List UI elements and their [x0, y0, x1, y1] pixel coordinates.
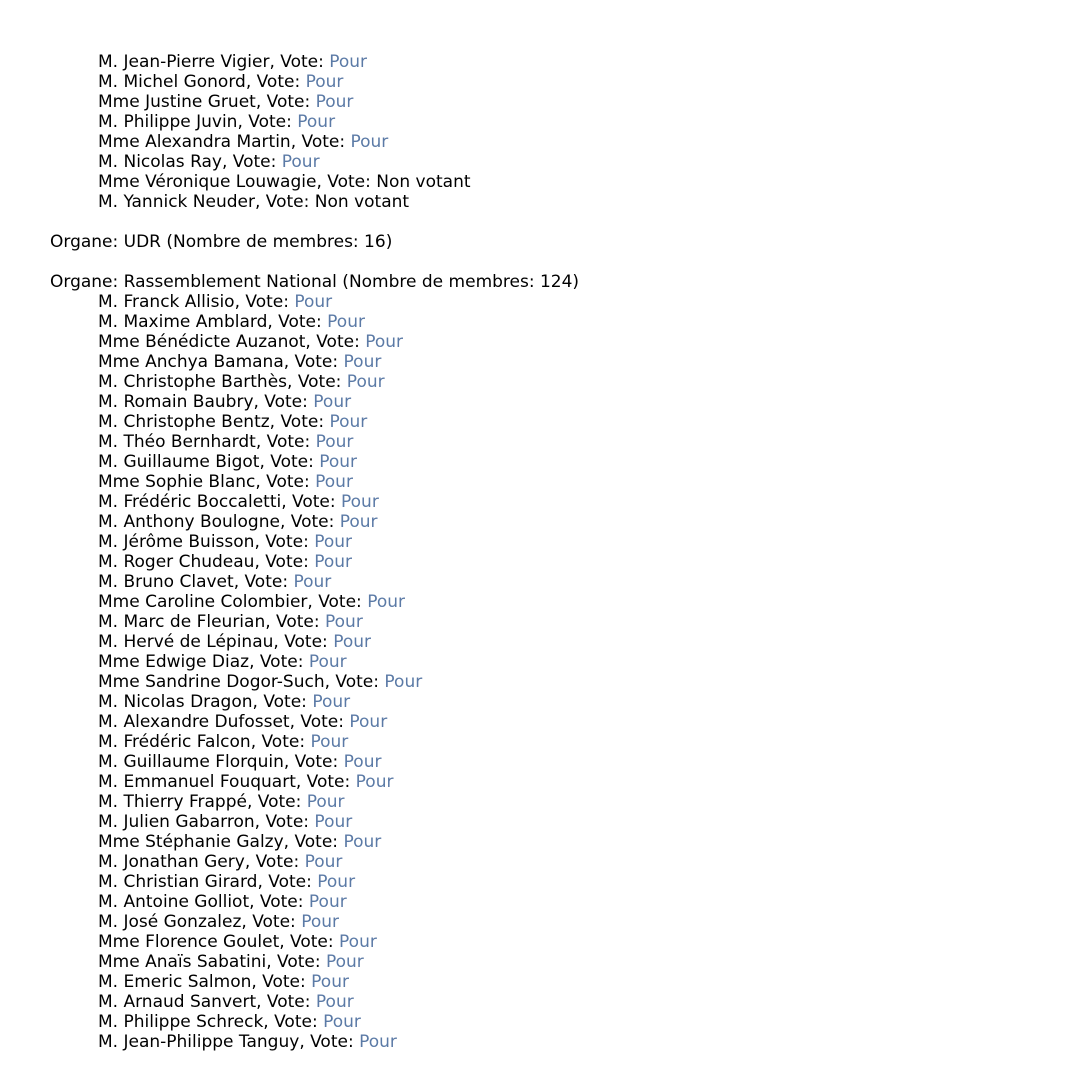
vote-value: Pour [343, 352, 382, 372]
vote-prefix: , Vote: [253, 392, 314, 412]
member-row [0, 952, 1080, 972]
vote-value: Pour [314, 532, 353, 552]
vote-prefix: , Vote: [295, 772, 356, 792]
member-name: M. Guillaume Bigot [98, 452, 260, 472]
member-row [0, 432, 1080, 452]
organe-heading-udr: Organe: UDR (Nombre de membres: 16) [50, 232, 393, 252]
vote-prefix: , Vote: [254, 812, 315, 832]
vote-prefix: , Vote: [263, 1012, 324, 1032]
member-row [0, 412, 1080, 432]
member-name: Mme Edwige Diaz [98, 652, 250, 672]
member-name: M. Bruno Clavet [98, 572, 234, 592]
vote-value: Pour [319, 452, 358, 472]
vote-prefix: , Vote: [254, 532, 315, 552]
vote-value: Pour [323, 1012, 361, 1032]
vote-prefix: , Vote: [221, 152, 282, 172]
member-name: M. Antoine Golliot [98, 892, 250, 912]
member-row [0, 812, 1080, 832]
vote-prefix: , Vote: [269, 52, 330, 72]
member-row [0, 652, 1080, 672]
vote-value: Pour [317, 872, 356, 892]
member-name: M. Christophe Barthès [98, 372, 288, 392]
member-row [0, 492, 1080, 512]
vote-value: Pour [315, 472, 353, 492]
vote-value: Pour [325, 952, 364, 972]
member-row [0, 832, 1080, 852]
member-row [0, 292, 1080, 312]
vote-value: Pour [305, 72, 344, 92]
member-name: Mme Anaïs Sabatini [98, 952, 267, 972]
member-row [0, 732, 1080, 752]
vote-prefix: , Vote: [287, 372, 347, 392]
vote-value: Pour [325, 612, 363, 632]
vote-prefix: , Vote: [281, 492, 341, 512]
member-row [0, 72, 1080, 92]
vote-prefix: , Vote: [255, 192, 315, 212]
member-row [0, 172, 1080, 192]
member-row [0, 872, 1080, 892]
vote-value: Pour [281, 152, 320, 172]
vote-value: Pour [301, 912, 339, 932]
vote-value: Pour [315, 432, 354, 452]
member-row [0, 632, 1080, 652]
member-name: Mme Caroline Colombier [98, 592, 308, 612]
member-name: M. Christian Girard [98, 872, 258, 892]
vote-prefix: , Vote: [251, 972, 312, 992]
vote-prefix: , Vote: [283, 832, 344, 852]
vote-value: Pour [329, 52, 368, 72]
member-name: M. Hervé de Lépinau [98, 632, 274, 652]
vote-prefix: , Vote: [307, 592, 368, 612]
member-row [0, 532, 1080, 552]
vote-prefix: , Vote: [267, 312, 328, 332]
vote-prefix: , Vote: [289, 712, 350, 732]
vote-prefix: , Vote: [237, 112, 298, 132]
vote-value: Pour [343, 752, 382, 772]
member-row [0, 772, 1080, 792]
vote-value: Non votant [376, 172, 471, 192]
vote-value: Pour [341, 492, 379, 512]
member-row [0, 312, 1080, 332]
vote-prefix: , Vote: [255, 432, 316, 452]
vote-prefix: , Vote: [241, 912, 302, 932]
vote-prefix: , Vote: [249, 652, 309, 672]
member-name: Mme Alexandra Martin [98, 132, 291, 152]
vote-value: Pour [359, 1032, 397, 1052]
vote-prefix: , Vote: [259, 452, 320, 472]
vote-value: Pour [329, 412, 368, 432]
vote-value: Pour [308, 892, 347, 912]
member-name: M. Guillaume Florquin [98, 752, 284, 772]
member-row [0, 1012, 1080, 1032]
vote-prefix: , Vote: [324, 672, 385, 692]
member-row [0, 592, 1080, 612]
member-row [0, 1032, 1080, 1052]
member-row [0, 372, 1080, 392]
member-name: Mme Bénédicte Auzanot [98, 332, 306, 352]
member-name: M. Arnaud Sanvert [98, 992, 257, 1012]
spacer [0, 252, 1080, 272]
member-list-rn [0, 292, 1080, 1052]
vote-value: Pour [355, 772, 394, 792]
vote-value: Pour [367, 592, 405, 612]
vote-prefix: , Vote: [246, 792, 307, 812]
member-name: Mme Anchya Bamana [98, 352, 284, 372]
member-name: Mme Florence Goulet [98, 932, 280, 952]
member-name: Mme Justine Gruet [98, 92, 256, 112]
vote-prefix: , Vote: [290, 132, 351, 152]
organe-heading-rn: Organe: Rassemblement National (Nombre de membres: 124) [50, 272, 580, 292]
member-row [0, 572, 1080, 592]
vote-prefix: , Vote: [273, 632, 334, 652]
vote-prefix: , Vote: [257, 872, 318, 892]
member-row [0, 752, 1080, 772]
vote-value: Pour [297, 112, 336, 132]
vote-prefix: , Vote: [244, 852, 305, 872]
member-row [0, 912, 1080, 932]
vote-prefix: , Vote: [255, 472, 316, 492]
member-row [0, 112, 1080, 132]
vote-prefix: , Vote: [256, 992, 316, 1012]
member-name: M. Emmanuel Fouquart [98, 772, 296, 792]
member-name: M. Nicolas Ray [98, 152, 222, 172]
member-row [0, 712, 1080, 732]
vote-prefix: , Vote: [249, 892, 309, 912]
member-row [0, 852, 1080, 872]
member-row [0, 192, 1080, 212]
vote-prefix: , Vote: [283, 352, 344, 372]
member-row [0, 552, 1080, 572]
member-name: M. Philippe Juvin [98, 112, 238, 132]
member-name: M. Philippe Schreck [98, 1012, 264, 1032]
vote-value: Pour [314, 812, 353, 832]
member-name: Mme Stéphanie Galzy [98, 832, 284, 852]
vote-value: Pour [339, 512, 378, 532]
vote-prefix: , Vote: [299, 1032, 360, 1052]
vote-value: Non votant [314, 192, 410, 212]
member-name: M. Maxime Amblard [98, 312, 268, 332]
vote-value: Pour [339, 932, 377, 952]
member-row [0, 932, 1080, 952]
member-row [0, 972, 1080, 992]
vote-prefix: , Vote: [234, 292, 295, 312]
member-name: M. Roger Chudeau [98, 552, 255, 572]
member-row [0, 792, 1080, 812]
member-name: M. Marc de Fleurian [98, 612, 266, 632]
member-row [0, 392, 1080, 412]
member-name: M. Jonathan Gery [98, 852, 245, 872]
vote-value: Pour [308, 652, 347, 672]
member-name: M. José Gonzalez [98, 912, 242, 932]
vote-prefix: , Vote: [266, 952, 326, 972]
vote-value: Pour [327, 312, 365, 332]
vote-value: Pour [293, 572, 332, 592]
vote-prefix: , Vote: [250, 732, 311, 752]
member-name: M. Frédéric Falcon [98, 732, 251, 752]
member-name: M. Romain Baubry [98, 392, 254, 412]
member-row [0, 152, 1080, 172]
member-row [0, 612, 1080, 632]
vote-value: Pour [315, 92, 354, 112]
vote-value: Pour [306, 792, 345, 812]
member-name: M. Franck Allisio [98, 292, 235, 312]
member-name: M. Anthony Boulogne [98, 512, 280, 532]
vote-value: Pour [343, 832, 382, 852]
member-name: M. Michel Gonord [98, 72, 246, 92]
vote-prefix: , Vote: [305, 332, 366, 352]
vote-prefix: , Vote: [283, 752, 344, 772]
member-list-previous-organe [0, 52, 1080, 212]
vote-prefix: , Vote: [316, 172, 377, 192]
member-name: M. Théo Bernhardt [98, 432, 256, 452]
member-name: Mme Véronique Louwagie [98, 172, 317, 192]
member-name: M. Julien Gabarron [98, 812, 255, 832]
member-row [0, 992, 1080, 1012]
vote-value: Pour [312, 692, 351, 712]
vote-value: Pour [294, 292, 333, 312]
vote-value: Pour [311, 972, 349, 992]
member-name: Mme Sandrine Dogor-Such [98, 672, 325, 692]
member-name: M. Jérôme Buisson [98, 532, 255, 552]
member-name: M. Christophe Bentz [98, 412, 270, 432]
member-row [0, 692, 1080, 712]
spacer [0, 212, 1080, 232]
vote-value: Pour [304, 852, 343, 872]
member-row [0, 52, 1080, 72]
member-name: M. Emeric Salmon [98, 972, 252, 992]
vote-prefix: , Vote: [233, 572, 294, 592]
vote-value: Pour [365, 332, 404, 352]
member-name: M. Jean-Pierre Vigier [98, 52, 270, 72]
vote-value: Pour [350, 132, 389, 152]
member-name: M. Yannick Neuder [98, 192, 255, 212]
member-row [0, 672, 1080, 692]
vote-value: Pour [349, 712, 388, 732]
member-name: M. Thierry Frappé [98, 792, 247, 812]
member-row [0, 332, 1080, 352]
member-row [0, 132, 1080, 152]
vote-prefix: , Vote: [279, 512, 340, 532]
member-row [0, 472, 1080, 492]
vote-prefix: , Vote: [255, 92, 316, 112]
member-name: M. Frédéric Boccaletti [98, 492, 282, 512]
member-row [0, 892, 1080, 912]
member-row [0, 352, 1080, 372]
member-row [0, 92, 1080, 112]
vote-value: Pour [310, 732, 349, 752]
vote-prefix: , Vote: [269, 412, 330, 432]
member-row [0, 512, 1080, 532]
member-name: Mme Sophie Blanc [98, 472, 256, 492]
member-name: M. Alexandre Dufosset [98, 712, 290, 732]
member-row [0, 452, 1080, 472]
vote-value: Pour [315, 992, 354, 1012]
vote-prefix: , Vote: [279, 932, 340, 952]
vote-prefix: , Vote: [254, 552, 315, 572]
member-name: M. Jean-Philippe Tanguy [98, 1032, 300, 1052]
vote-value: Pour [313, 392, 352, 412]
vote-prefix: , Vote: [245, 72, 306, 92]
vote-prefix: , Vote: [252, 692, 313, 712]
vote-value: Pour [346, 372, 385, 392]
member-name: M. Nicolas Dragon [98, 692, 253, 712]
vote-value: Pour [314, 552, 353, 572]
vote-prefix: , Vote: [265, 612, 326, 632]
vote-value: Pour [384, 672, 423, 692]
vote-value: Pour [333, 632, 371, 652]
